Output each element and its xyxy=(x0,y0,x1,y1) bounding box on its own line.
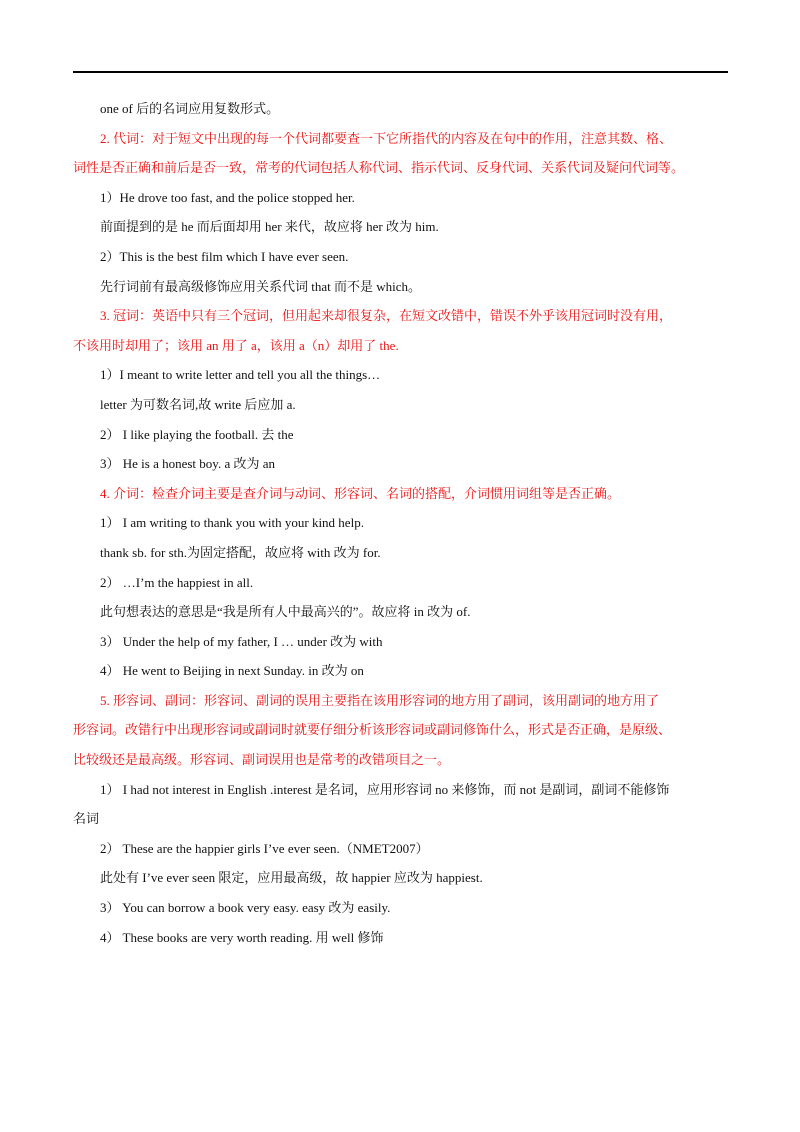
text-line: 名词 xyxy=(73,811,100,827)
red-rule-line: 2. 代词：对于短文中出现的每一个代词都要查一下它所指代的内容及在句中的作用，注意其数、格、 xyxy=(100,130,673,146)
text-line: 1）He drove too fast, and the police stopped her. xyxy=(100,189,355,205)
text-line: 此处有 I’ve ever seen 限定，应用最高级，故 happier 应改为 happiest. xyxy=(100,870,483,886)
text-line: thank sb. for sth.为固定搭配，故应将 with 改为 for. xyxy=(100,544,381,560)
red-rule-line: 3. 冠词：英语中只有三个冠词，但用起来却很复杂，在短文改错中，错误不外乎该用冠词时没有用， xyxy=(100,308,673,324)
text-line: 1） I am writing to thank you with your kind help. xyxy=(100,515,364,531)
text-line: 2）This is the best film which I have ever seen. xyxy=(100,248,349,264)
document-body xyxy=(73,94,730,952)
text-line: 4） He went to Beijing in next Sunday. in 改为 on xyxy=(100,663,364,679)
text-line: one of 后的名词应用复数形式。 xyxy=(100,101,280,116)
text-line: 1） I had not interest in English .interest 是名词，应用形容词 no 来修饰，而 not 是副词，副词不能修饰 xyxy=(100,781,670,797)
red-rule-line: 词性是否正确和前后是否一致，常考的代词包括人称代词、指示代词、反身代词、关系代词及疑问代词等。 xyxy=(73,160,685,176)
red-rule-line: 不该用时却用了；该用 an 用了 a，该用 a（n）却用了 the. xyxy=(73,337,399,353)
text-line: 2） I like playing the football. 去 the xyxy=(100,426,294,442)
header-rule xyxy=(73,71,728,73)
red-rule-line: 5. 形容词、副词：形容词、副词的误用主要指在该用形容词的地方用了副词，该用副词的地方用了 xyxy=(100,692,660,708)
text-line: 此句想表达的意思是“我是所有人中最高兴的”。故应将 in 改为 of. xyxy=(100,604,471,620)
text-line: 3） You can borrow a book very easy. easy 改为 easily. xyxy=(100,900,391,916)
text-line: 4） These books are very worth reading. 用 well 修饰 xyxy=(100,929,384,945)
text-line: 1）I meant to write letter and tell you all the things… xyxy=(100,367,381,383)
text-line: 2） …I’m the happiest in all. xyxy=(100,574,254,590)
text-line: 2） These are the happier girls I’ve ever seen.（NMET2007） xyxy=(100,840,429,856)
red-rule-line: 形容词。改错行中出现形容词或副词时就要仔细分析该形容词或副词修饰什么，形式是否正确，是原级、 xyxy=(73,722,672,738)
text-line: letter 为可数名词,故 write 后应加 a. xyxy=(100,396,296,412)
red-rule-line: 4. 介词：检查介词主要是查介词与动词、形容词、名词的搭配，介词惯用词组等是否正确。 xyxy=(100,485,621,501)
text-line: 先行词前有最高级修饰应用关系代词 that 而不是 which。 xyxy=(100,278,422,294)
red-rule-line: 比较级还是最高级。形容词、副词误用也是常考的改错项目之一。 xyxy=(73,752,451,768)
text-line: 3） Under the help of my father, I … under 改为 with xyxy=(100,633,383,649)
text-line: 3） He is a honest boy. a 改为 an xyxy=(100,456,275,472)
text-line: 前面提到的是 he 而后面却用 her 来代，故应将 her 改为 him. xyxy=(100,219,439,235)
